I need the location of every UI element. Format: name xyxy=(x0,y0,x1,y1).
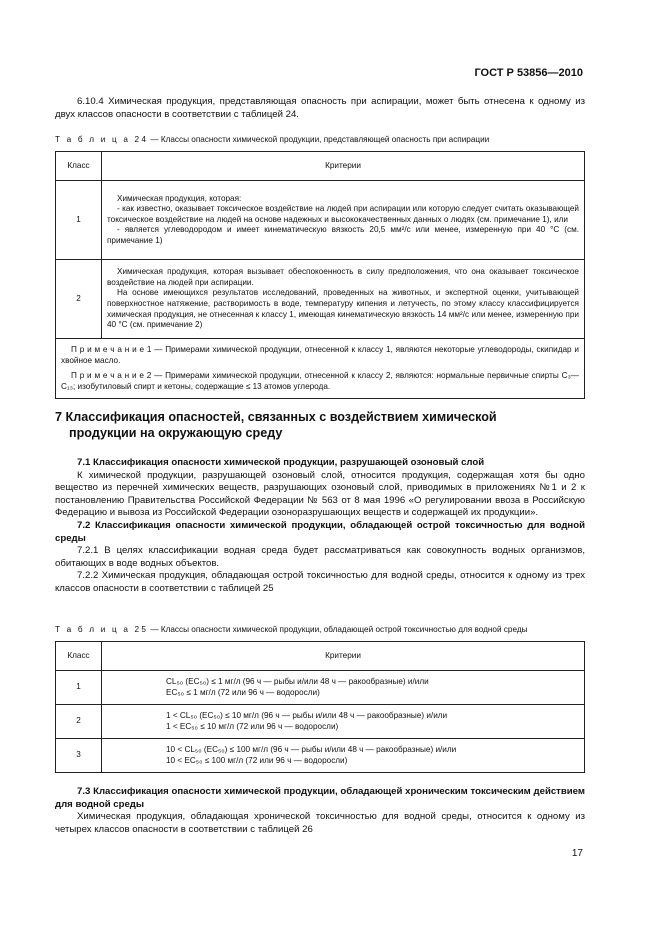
section-7-2-title: 7.2 Классификация опасности химической продукции, обладающей острой токсичностью для водной среды xyxy=(55,519,585,544)
document-number: ГОСТ Р 53856—2010 xyxy=(474,67,583,79)
criteria-line: 1 < CL₅₀ (EC₅₀) ≤ 10 мг/л (96 ч — рыбы и/или 48 ч — ракообразные) и/или xyxy=(166,710,448,720)
criteria-line: CL₅₀ (EC₅₀) ≤ 1 мг/л (96 ч — рыбы и/или 48 ч — ракообразные) и/или xyxy=(166,676,429,686)
column-header-class: Класс xyxy=(56,152,102,181)
criteria-line: На основе имеющихся результатов исследований, проведенных на животных, и экспертной оценки, учитывающей поверхностное натяжение, растворимость в воде, температуру кипения и летучесть, по этому классу классифицируется химическая продукция, не отнесенная к классу 1, имеющая кинематическую вязкость 14 мм²/с или менее, измеренную при 40 °С (см. примечание 2) xyxy=(107,288,579,330)
criteria-cell xyxy=(102,705,585,739)
criteria-line: 10 < EC₅₀ ≤ 100 мг/л (72 или 96 ч — водоросли) xyxy=(166,755,348,765)
column-header-criteria: Критерии xyxy=(102,152,585,181)
column-header-criteria: Критерии xyxy=(102,642,585,671)
table-row xyxy=(56,260,585,339)
table-25-block xyxy=(55,624,585,773)
class-cell: 3 xyxy=(56,739,102,773)
section-7-1-title: 7.1 Классификация опасности химической продукции, разрушающей озоновый слой xyxy=(77,457,485,468)
paragraph-7-2-1: 7.2.1 В целях классификации водная среда будет рассматриваться как совокупность водных организмов, обитающих в воде водных объектов. xyxy=(55,545,585,569)
class-cell: 1 xyxy=(56,671,102,705)
section-7-heading-line-2: продукции на окружающую среду xyxy=(69,426,283,440)
criteria-line: EC₅₀ ≤ 1 мг/л (72 или 96 ч — водоросли) xyxy=(166,687,320,697)
criteria-cell xyxy=(102,260,585,339)
table-header-row xyxy=(56,152,585,181)
note-1: П р и м е ч а н и е 1 — Примерами химической продукции, отнесенной к классу 1, являются некоторые углеводороды, скипидар и хвойное масло. xyxy=(61,345,579,365)
table-header-row xyxy=(56,642,585,671)
table-row xyxy=(56,671,585,705)
table-25 xyxy=(55,641,585,773)
section-7-3-title: 7.3 Классификация опасности химической продукции, обладающей хроническим токсическим действием для водной среды xyxy=(55,786,585,810)
table-25-caption: Т а б л и ц а 25 — Классы опасности химической продукции, обладающей острой токсичностью для водной среды xyxy=(55,625,528,634)
criteria-line: Химическая продукция, которая: xyxy=(117,193,242,203)
criteria-line: 10 < CL₅₀ (EC₅₀) ≤ 100 мг/л (96 ч — рыбы и/или 48 ч — ракообразные) и/или xyxy=(166,744,457,754)
criteria-line: Химическая продукция, которая вызывает обеспокоенность в силу предположения, что она оказывает токсическое воздействие на людей при аспирации. xyxy=(107,267,579,287)
section-7-heading xyxy=(55,409,585,441)
table-24 xyxy=(55,151,585,399)
class-cell: 2 xyxy=(56,260,102,339)
section-7-3-text: Химическая продукция, обладающая хронической токсичностью для водной среды, относится к одному из четырех классов опасности в соответствии с таблицей 26 xyxy=(55,811,585,835)
section-7-body xyxy=(55,457,585,596)
criteria-line: - является углеводородом и имеет кинематическую вязкость 20,5 мм²/с или менее, измеренную при 40 °С (см. примечание 1) xyxy=(107,225,579,245)
table-row xyxy=(56,739,585,773)
table-row xyxy=(56,705,585,739)
criteria-cell xyxy=(102,739,585,773)
column-header-class: Класс xyxy=(56,642,102,671)
criteria-cell xyxy=(102,671,585,705)
paragraph-7-2-2: 7.2.2 Химическая продукция, обладающая острой токсичностью для водной среды, относится к одному из трех классов опасности в соответствии с таблицей 25 xyxy=(55,570,585,594)
criteria-line: 1 < EC₅₀ ≤ 10 мг/л (72 или 96 ч — водоросли) xyxy=(166,721,339,731)
section-7-heading-line-1: 7 Классификация опасностей, связанных с воздействием химической xyxy=(55,410,497,424)
criteria-cell xyxy=(102,181,585,260)
table-24-caption: Т а б л и ц а 24 — Классы опасности химической продукции, представляющей опасность при аспирации xyxy=(55,135,490,144)
page-number: 17 xyxy=(571,848,583,859)
section-7-3 xyxy=(55,786,585,836)
class-cell: 1 xyxy=(56,181,102,260)
table-row xyxy=(56,181,585,260)
table-24-block xyxy=(55,134,585,399)
table-notes-row xyxy=(56,339,585,399)
class-cell: 2 xyxy=(56,705,102,739)
criteria-line: - как известно, оказывает токсическое воздействие на людей при аспирации или которую следует считать оказывающей токсическое воздействие на людей на основе надежных и высококачественных данных о людях (см. примечание 1), или xyxy=(107,204,579,224)
note-2: П р и м е ч а н и е 2 — Примерами химической продукции, отнесенной к классу 2, являются: нормальные первичные спирты C₃—C₁₃; изобутиловый спирт и кетоны, содержащие ≤ 13 атомов углерода. xyxy=(61,371,579,391)
table-notes xyxy=(56,339,585,399)
paragraph-6-10-4: 6.10.4 Химическая продукция, представляющая опасность при аспирации, может быть отнесена к одному из двух классов опасности в соответствии с таблицей 24. xyxy=(55,96,585,120)
section-7-1-text: К химической продукции, разрушающей озоновый слой, относится продукция, содержащая хотя бы одно вещество из перечней химических веществ, разрушающих озоновый слой, приводимых в приложениях №1 и 2 к постановлению Правительства Российской Федерации № 563 от 8 мая 1996 «О регулировании ввоза в Российскую Федерацию и вывоза из Российской Федерации озоноразрушающих веществ и содержащей их продукции». xyxy=(55,469,585,519)
